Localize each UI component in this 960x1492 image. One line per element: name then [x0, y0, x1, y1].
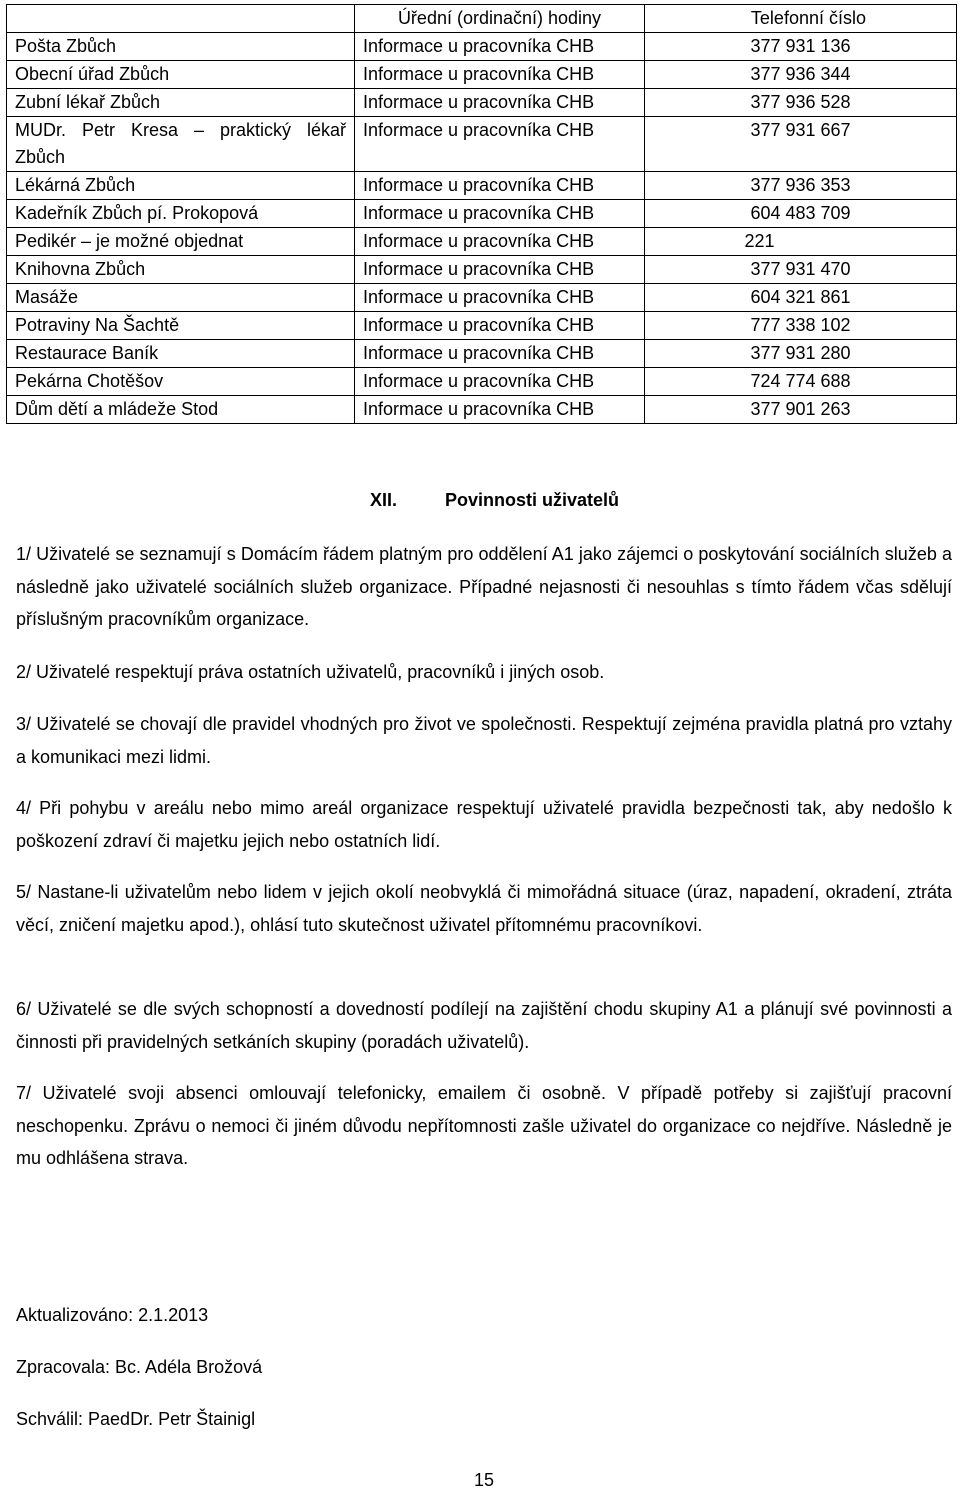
contact-phone: 377 936 344	[645, 61, 957, 89]
contact-hours: Informace u pracovníka CHB	[355, 256, 645, 284]
section-number: XII.	[370, 490, 398, 510]
contact-name: Obecní úřad Zbůch	[7, 61, 355, 89]
table-header-cell	[7, 5, 355, 33]
table-row	[7, 33, 957, 61]
contact-phone: 377 931 667	[645, 117, 957, 172]
contact-phone: 377 936 353	[645, 172, 957, 200]
contact-phone: 377 936 528	[645, 89, 957, 117]
contact-name: Kadeřník Zbůch pí. Prokopová	[7, 200, 355, 228]
page-number: 15	[473, 1470, 495, 1490]
section-heading	[0, 490, 960, 518]
updated-date: Aktualizováno: 2.1.2013	[16, 1305, 209, 1325]
paragraph-5: 5/ Nastane-li uživatelům nebo lidem v jejich okolí neobvyklá či mimořádná situace (úraz, napadení, okradení, ztráta věcí, zničení majetku apod.), ohlásí tuto skutečnost uživatel přítomnému pracovníkovi.	[16, 882, 952, 935]
contact-hours: Informace u pracovníka CHB	[355, 368, 645, 396]
contact-name: Zubní lékař Zbůch	[7, 89, 355, 117]
contact-hours: Informace u pracovníka CHB	[355, 172, 645, 200]
paragraph-2: 2/ Uživatelé respektují práva ostatních uživatelů, pracovníků i jiných osob.	[16, 662, 605, 682]
paragraph-6: 6/ Uživatelé se dle svých schopností a dovedností podílejí na zajištění chodu skupiny A1 a plánují své povinnosti a činnosti při pravidelných setkáních skupiny (poradách uživatelů).	[16, 999, 952, 1052]
table-row	[7, 200, 957, 228]
table-row	[7, 340, 957, 368]
section-title: Povinnosti uživatelů	[445, 490, 620, 510]
contact-phone: 221	[645, 228, 957, 256]
contact-phone: 377 931 470	[645, 256, 957, 284]
contact-hours: Informace u pracovníka CHB	[355, 117, 645, 172]
contact-hours: Informace u pracovníka CHB	[355, 396, 645, 424]
contact-phone: 604 483 709	[645, 200, 957, 228]
contact-hours: Informace u pracovníka CHB	[355, 312, 645, 340]
contact-hours: Informace u pracovníka CHB	[355, 33, 645, 61]
table-row	[7, 117, 957, 172]
contact-name: Lékárná Zbůch	[7, 172, 355, 200]
contact-hours: Informace u pracovníka CHB	[355, 200, 645, 228]
contact-name: Masáže	[7, 284, 355, 312]
contacts-table	[6, 4, 957, 424]
contact-phone: 377 931 280	[645, 340, 957, 368]
table-row	[7, 228, 957, 256]
table-row	[7, 172, 957, 200]
paragraph-4: 4/ Při pohybu v areálu nebo mimo areál organizace respektují uživatelé pravidla bezpečnosti tak, aby nedošlo k poškození zdraví či majetku jejich nebo ostatních lidí.	[16, 798, 952, 851]
contact-phone: 377 901 263	[645, 396, 957, 424]
contact-name: Potraviny Na Šachtě	[7, 312, 355, 340]
contact-name: Pedikér – je možné objednat	[7, 228, 355, 256]
prepared-by: Zpracovala: Bc. Adéla Brožová	[16, 1357, 263, 1377]
contact-name: Dům dětí a mládeže Stod	[7, 396, 355, 424]
contact-hours: Informace u pracovníka CHB	[355, 61, 645, 89]
table-row	[7, 256, 957, 284]
contact-name: MUDr. Petr Kresa – praktický lékař Zbůch	[7, 117, 355, 172]
contact-hours: Informace u pracovníka CHB	[355, 340, 645, 368]
contact-hours: Informace u pracovníka CHB	[355, 89, 645, 117]
contact-phone: 724 774 688	[645, 368, 957, 396]
table-row	[7, 61, 957, 89]
contact-hours: Informace u pracovníka CHB	[355, 228, 645, 256]
table-row	[7, 284, 957, 312]
table-row	[7, 396, 957, 424]
contact-name: Pekárna Chotěšov	[7, 368, 355, 396]
contact-name: Restaurace Baník	[7, 340, 355, 368]
contact-name: Pošta Zbůch	[7, 33, 355, 61]
contact-phone: 777 338 102	[645, 312, 957, 340]
contact-hours: Informace u pracovníka CHB	[355, 284, 645, 312]
table-row	[7, 368, 957, 396]
contact-name: Knihovna Zbůch	[7, 256, 355, 284]
table-header-row	[7, 5, 957, 33]
table-header-cell: Telefonní číslo	[645, 5, 957, 33]
paragraph-1: 1/ Uživatelé se seznamují s Domácím řádem platným pro oddělení A1 jako zájemci o poskytování sociálních služeb a následně jako uživatelé sociálních služeb organizace. Případné nejasnosti či nesouhlas s tímto řádem včas sdělují příslušným pracovníkům organizace.	[16, 544, 952, 629]
table-row	[7, 312, 957, 340]
paragraph-3: 3/ Uživatelé se chovají dle pravidel vhodných pro život ve společnosti. Respektují zejména pravidla platná pro vztahy a komunikaci mezi lidmi.	[16, 714, 952, 767]
paragraph-7: 7/ Uživatelé svoji absenci omlouvají telefonicky, emailem či osobně. V případě potřeby si zajišťují pracovní neschopenku. Zprávu o nemoci či jiném důvodu nepřítomnosti zašle uživatel do organizace co nejdříve. Následně je mu odhlášena strava.	[16, 1083, 952, 1168]
contact-phone: 377 931 136	[645, 33, 957, 61]
contact-phone: 604 321 861	[645, 284, 957, 312]
approved-by: Schválil: PaedDr. Petr Štainigl	[16, 1409, 256, 1429]
table-header-cell: Úřední (ordinační) hodiny	[355, 5, 645, 33]
table-row	[7, 89, 957, 117]
